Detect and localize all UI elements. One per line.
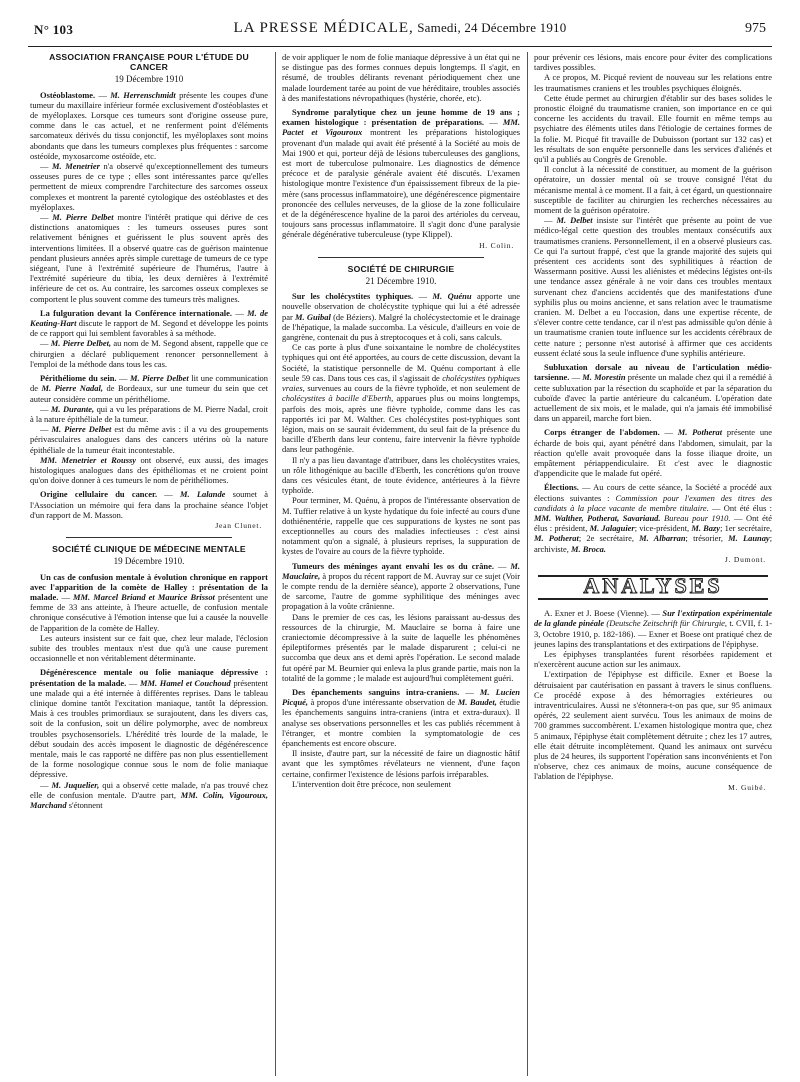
analyses-banner	[538, 572, 768, 600]
page-header	[28, 18, 772, 44]
header-rule	[28, 46, 772, 47]
paragraph-text: soumet à l'Association un mémoire qui fera dans la prochaine séance l'objet d'un rapport de M. Masson.	[30, 489, 268, 520]
author: MM. Menetrier et Roussy	[40, 454, 137, 465]
journal-name: LA PRESSE MÉDICALE,	[233, 20, 414, 36]
author: M. Guibal	[295, 311, 331, 322]
report-title: Sur les cholécystites typhiques.	[292, 291, 414, 302]
paragraph-text: montrent les préparations histologiques provenant d'un malade qui avait été présenté à la Société au mois de Mai 1900 et qui, porteur déjà de lésions tuberculeuses des ganglions, est mort de tuberculose pulmonaire. Les diagnostics de démence précoce et de paralysie générale avaient été discutés. L'examen histologique montre l'existence d'un épaississement fibreux de la pie-mère (sans processus inflammatoire), une dégénérescence pigmentaire prononcée des cellules nerveuses, de la gliose de la zone folliculaire et de la dégénérescence hyaline de la paroi des artérioles du cerveau, toujours sans processus inflammatoire. Il s'agit donc d'une paralysie générale dégénérative tuberculeuse (type Klippel).	[282, 127, 520, 240]
signature: J. Dumont.	[724, 554, 766, 564]
report-title: Dégénérescence mentale ou folie maniaque dépressive : présentation de la malade.	[30, 667, 268, 688]
report-title: Ostéoblastome.	[40, 89, 96, 100]
author: A. Exner et J. Boese	[544, 608, 615, 619]
author: M. Albarran	[639, 533, 686, 544]
paragraph-text: de Bordeaux, sur une tumeur du sein que cet auteur considère comme un périthéliome.	[30, 383, 268, 404]
report-title: Subluxation dorsale au niveau de l'articulation médio-tarsienne.	[534, 362, 772, 383]
author: M. Delbet	[556, 215, 593, 226]
paragraph-text: (de Béziers). Malgré la cholécystectomie et le drainage de l'hépatique, la malade succomba. La vésicule, d'ailleurs en voie de gangrène, contenait du pus à streptocoques et à coli, sans calculs.	[282, 311, 520, 343]
paragraph-text: présente une écharde de bois qui, ayant pénétré dans l'abdomen, simulait, par la réaction qu'elle avait provoquée dans la fosse iliaque droite, un empâtement périappendiculaire. Et c'est avec le diagnostic d'appendicite que le malade fut opéré.	[534, 427, 772, 479]
paragraph-text: ; archiviste,	[534, 533, 772, 554]
author: M. Potherat	[534, 533, 579, 544]
section-title: SOCIÉTÉ DE CHIRURGIE	[347, 263, 455, 274]
author: M. Launay	[728, 533, 770, 544]
paragraph	[282, 342, 520, 454]
italic-text: cholécystites à bacille d'Eberth,	[282, 393, 394, 404]
column-3	[534, 52, 772, 1074]
paragraph-text: survenues au cours de la fièvre typhoïde, et non seulement de	[307, 383, 520, 394]
paragraph-text: montre l'intérêt pratique qui dérive de ces distinctions anatomiques : les tumeurs osseuses pures sont relativement bénignes et guérissent le plus souvent après des interventions limitées. Il a observé quatre cas de guérison maintenue pendant plusieurs années après simple curettage de tumeurs de ce type siégeant, l'une à l'extrémité supérieure de l'humérus, l'autre à l'extrémité supérieure du tibia, les deux dernières à l'extrémité inférieure de cet os. Au contraire, les sarcomes osseux complexes se comportent le plus souvent comme des tumeurs très malignes.	[30, 212, 268, 304]
paragraph-text: présentent une malade qui a été internée à différentes reprises. Dans le tableau clinique domine tantôt l'excitation maniaque, tantôt la dépression. Mais à ces troubles primordiaux se surajoutent, dans les divers cas, soit de la confusion, soit un délire polymorphe, avec de nombreux troubles psychosensoriels. L'hérédité très lourde de la malade, le début soudain des accès imposent le diagnostic de dégénérescence mentale, mais le cas rapporté ne diffère pas non plus essentiellement de la forme nosologique connue sous le nom de folie maniaque dépressive.	[30, 677, 268, 780]
author: M. Pierre Delbet	[52, 212, 114, 223]
report-title: Origine cellulaire du cancer.	[40, 489, 158, 500]
paragraph-text: présente un malade chez qui il a remédié à cette subluxation par la résection du scaphoïde et par la séparation du cuboïde d'avec la partie antérieure du calcanéum. L'opération date actuellement de six mois, et le malade, qui n'a jamais été immobilisé dans un appareil, marche fort bien.	[534, 372, 772, 424]
paragraph-text: apporte une nouvelle observation de cholécystite typhique qui lui a été adressée par	[282, 291, 520, 322]
paragraph: Origine cellulaire du cancer. — M. Lalande soumet à l'Association un mémoire qui fera dans la prochaine séance l'objet d'un rapport de M. Masson.	[30, 489, 268, 520]
paragraph: Dans le premier de ces cas, les lésions paraissant au-dessus des ressources de la chirurgie, M. Mauclaire se borna à faire une craniectomie décompressive à la suite de laquelle les phénomènes épileptiformes présentés par le malade disparurent ; celui-ci ne succomba que deux ans et demi après l'opération. Le second malade fut opéré par M. Beurnier qui enleva la plus grande partie, mais non la totalité de la gomme ; le malade est aujourd'hui complètement guéri.	[282, 611, 520, 683]
paragraph: Cette étude permet au chirurgien d'établir sur des bases solides le pronostic éloigné du traumatisme cranien, son importance en ce qui concerne les accidents du travail. Elle fournit en même temps au psychiatre des éléments utiles dans l'étiologie de certaines formes de la folie. M. Picqué fit travaille de Dubuisson (portant sur 132 cas) et les résultats de son enquête personnelle dans les services d'aliénés et qu'il a publiés au Congrès de Grenoble.	[534, 92, 772, 165]
paragraph: Ostéoblastome. — M. Herrenschmidt présente les coupes d'une tumeur du maxillaire inférieur formée exclusivement d'ostéoblastes et de myéloplaxes. Lorsque ces tumeurs sont d'origine osseuse pure, comme dans le cas actuel, et ne renferment point d'éléments sarcomateux dérivés du tissu conjonctif, les myéloplaxes sont moins abondants que dans les tumeurs complexes plus fréquentes : sarcome ostéoïde, myxosarcome ostéoïde, etc.	[30, 89, 268, 161]
paragraph: — M. Juquelier, qui a observé cette malade, n'a pas trouvé chez elle de confusion mentale. D'autre part, MM. Colin, Vigouroux, Marchand s'étonnent	[30, 779, 268, 811]
paragraph	[30, 455, 268, 486]
paragraph-text: discute le rapport de M. Segond et développe les points de ce rapport qui lui semblent favorables à sa méthode.	[30, 318, 268, 339]
section-date: 21 Décembre 1910.	[365, 276, 437, 287]
paragraph: Les auteurs insistent sur ce fait que, chez leur malade, l'éclosion subite des troubles mentaux n'est due qu'à une cause purement occasionnelle et non véritablement déterminante.	[30, 632, 268, 664]
report-title: Des épanchements sanguins intra-craniens.	[292, 686, 460, 697]
author: MM. Marcel Briand et Maurice Brissot	[73, 591, 215, 602]
analyses-title: ANALYSES	[583, 572, 723, 598]
report-title: Un cas de confusion mentale à évolution chronique en rapport avec l'apparition de la comète de Halley : présentation de la malade.	[30, 571, 268, 602]
author: MM. Colin, Vigouroux, Marchand	[30, 789, 268, 811]
paragraph: — M. Delbet insiste sur l'intérêt que présente au point de vue médico-légal cette question des troubles mentaux consécutifs aux traumatismes craniens. Personnellement, il en a observé plusieurs cas. Ce qui l'a surtout frappé, c'est que la grande majorité des sujets qui présentent ces accidents sont des syphilitiques à réaction de Wassermann positive. Aussi les aliénistes et médecins légistes ont-ils une tendance assez générale à ne voir dans ces troubles mentaux survenant chez d'anciens accidentés que des manifestations d'une syphilis plus ou moins ancienne, et sans relation avec le traumatisme cranien. M. Delbet a eu l'occasion, dans une expertise récente, de s'élever contre cette tendance, car il n'est pas admissible qu'on dénie à un traumatisme cranien toute influence sur les accidents cérébraux de cette nature ; personne n'est autorisé à affirmer que ces accidents eussent éclaté sous la seule influence d'une syphilis antérieure.	[534, 215, 772, 358]
author: M. Juquelier,	[51, 779, 100, 790]
paragraph-text: lit une communication de	[30, 373, 268, 394]
paragraph: Corps étranger de l'abdomen. — M. Potherat présente une écharde de bois qui, ayant pénétré dans l'abdomen, simulait, par la réaction qu'elle avait provoquée dans la fosse iliaque droite, un empâtement périappendiculaire. Et c'est avec le diagnostic d'appendicite que le malade fut opéré.	[534, 427, 772, 479]
author: M. Pierre Nadal,	[41, 383, 103, 394]
paragraph-text: Au cours de cette séance, la Société a procédé aux élections suivantes :	[534, 482, 772, 503]
column-2	[282, 52, 520, 1074]
report-title: Syndrome paralytique chez un jeune homme de 19 ans ; examen histologique : présentation de préparations.	[282, 107, 520, 128]
paragraph: Il n'y a pas lieu davantage d'attribuer, dans les cholécystites vraies, un rôle lithogénique au bacille d'Eberth, les concrétions qu'on trouve dans ces vésicules étant, de toute évidence, antérieures à la fièvre typhoïde.	[282, 454, 520, 496]
paragraph: La fulguration devant la Conférence internationale. — M. de Keating-Hart discute le rapport de M. Segond et développe les points de ce rapport qui lui semblent favorables à sa méthode.	[30, 307, 268, 339]
paragraph-text: insiste sur l'intérêt que présente au point de vue médico-légal cette question des troubles mentaux consécutifs aux traumatismes craniens. Personnellement, il en a observé plusieurs cas. Ce qui l'a surtout frappé, c'est que la grande majorité des sujets qui présentent ces accidents sont des syphilitiques à réaction de Wassermann positive. Aussi les aliénistes et médecins légistes ont-ils une tendance assez générale à ne voir dans ces troubles mentaux survenant chez d'anciens accidentés que des manifestations d'une syphilis plus ou moins ancienne, et sans relation avec le traumatisme cranien. M. Delbet a eu l'occasion, dans une expertise récente, de s'élever contre cette tendance, car il n'est pas admissible qu'on dénie à un traumatisme cranien toute influence sur les accidents cérébraux de cette nature ; personne n'est autorisé à affirmer que ces accidents eussent éclaté sous la seule influence d'une syphilis antérieure.	[534, 215, 772, 358]
paragraph: — M. Pierre Delbet, au nom de M. Segond absent, rappelle que ce chirurgien a déclaré publiquement renoncer personnellement à l'emploi de la méthode dans tous les cas.	[30, 338, 268, 369]
paragraph-text: est du même avis : il a vu des groupements périvasculaires analogues dans des cancers utérins où la nature épithéliale de la tumeur était incontestable.	[30, 424, 268, 455]
column-1	[30, 52, 268, 1074]
paragraph: Pour terminer, M. Quénu, à propos de l'intéressante observation de M. Tuffier relative à un kyste hydatique du foie infecté au cours d'une dothiénentérie, rappelle que ces suppurations de kystes ne sont pas exceptionnelles au cours des maladies infectieuses : c'est ainsi notamment qu'on a signalé, à plusieurs reprises, la suppuration de kystes de l'ovaire au cours de la fièvre typhoïde.	[282, 495, 520, 557]
column-divider	[275, 52, 276, 1076]
paragraph-text: ; trésorier,	[685, 533, 723, 544]
paragraph: Un cas de confusion mentale à évolution chronique en rapport avec l'apparition de la comète de Halley : présentation de la malade. — MM. Marcel Briand et Maurice Brissot présentent une femme de 33 ans atteinte, à l'heure actuelle, de confusion mentale chronique consécutive à l'émotion intense que lui a causée la nouvelle de l'apparition de la comète de Halley.	[30, 571, 268, 633]
section-title: ASSOCIATION FRANÇAISE POUR L'ÉTUDE DU CANCER	[49, 52, 249, 73]
author: M. Mauclaire,	[282, 560, 520, 581]
paragraph-text: Ont été élus :	[723, 502, 772, 513]
report-title: La fulguration devant la Conférence internationale.	[40, 307, 233, 318]
report-title: Élections.	[544, 482, 579, 493]
signature: Jean Clunet.	[215, 520, 262, 530]
article-title: Sur l'extirpation expérimentale de la glande pinéale	[534, 608, 772, 629]
paragraph: Les épiphyses transplantées furent résorbées rapidement et n'exercèrent aucune action sur les animaux.	[534, 648, 772, 670]
paragraph: A ce propos, M. Picqué revient de nouveau sur les relations entre les traumatismes craniens et les troubles psychiques éloignés.	[534, 72, 772, 93]
author: M. Baudet,	[457, 697, 497, 708]
paragraph-text: ; 2e secrétaire,	[578, 533, 634, 544]
paragraph: L'intervention doit être précoce, non seulement	[292, 778, 451, 789]
paragraph: — M. Durante, qui a vu les préparations de M. Pierre Nadal, croit à la nature épithéliale de la tumeur.	[30, 403, 268, 424]
author: MM. Walther, Potherat, Savariaud.	[534, 512, 661, 523]
paragraph: Des épanchements sanguins intra-craniens. — M. Lucien Picqué, à propos d'une intéressante observation de M. Baudet, étudie les épanchements sanguins intra-craniens (intra et extra-duraux). Il analyse ses observations personnelles et les cas publiés récemment à l'étranger, et montre combien la symptomatologie de ces épanchements est encore obscure.	[282, 686, 520, 748]
author: M. Bazy	[691, 523, 721, 534]
paragraph-text: étudie les épanchements sanguins intra-craniens (intra et extra-duraux). Il analyse ses observations personnelles et les cas publiés récemment à l'étranger, et montre combien la symptomatologie de ces épanchements est encore obscure.	[282, 697, 520, 748]
paragraph: A. Exner et J. Boese (Vienne). — Sur l'extirpation expérimentale de la glande pinéale (Deutsche Zeitschrift für Chirurgie, t. CVII, f. 1-3, Octobre 1910, p. 182-186). — Exner et Boese ont pratiqué chez de jeunes lapins des transplantations et des extirpations de l'épiphyse.	[534, 608, 772, 649]
journal-reference: (Deutsche Zeitschrift für Chirurgie,	[606, 618, 728, 629]
report-title: Périthéliome du sein.	[40, 373, 117, 384]
paragraph: pour prévenir ces lésions, mais encore pour éviter des complications tardives possibles.	[534, 52, 772, 73]
paragraph: Syndrome paralytique chez un jeune homme de 19 ans ; examen histologique : présentation de préparations. — MM. Pactet et Vigouroux montrent les préparations histologiques provenant d'un malade qui avait été présenté à la Société au mois de Mai 1900 et qui, porteur déjà de lésions tuberculeuses des ganglions, est mort de tuberculose pulmonaire. Les diagnostics de démence précoce et de paralysie générale avaient été discutés. L'examen histologique montre l'existence d'un épaississement fibreux de la pie-mère (sans processus inflammatoire), une dégénérescence pigmentaire prononcée des cellules nerveuses, de la gliose de la zone folliculaire et de la dégénérescence hyaline de la paroi des artérioles du cerveau, toujours sans processus inflammatoire. Il s'agit donc d'une paralysie générale dégénérative tuberculeuse (type Klippel).	[282, 107, 520, 240]
section-separator	[318, 257, 485, 258]
author: M. Lalande	[179, 489, 226, 500]
signature: H. Colin.	[479, 240, 514, 250]
italic-text: Bureau pour 1910.	[664, 512, 731, 523]
paragraph-text: au nom de M. Segond absent, rappelle que ce chirurgien a déclaré publiquement renoncer personnellement à l'emploi de la méthode dans tous les cas.	[30, 338, 268, 369]
journal-title	[28, 20, 772, 37]
author: M. Jalaguier	[589, 523, 635, 534]
paragraph: Sur les cholécystites typhiques. — M. Quénu apporte une nouvelle observation de cholécystite typhique qui lui a été adressée par M. Guibal (de Béziers). Malgré la cholécystectomie et le drainage de l'hépatique, la malade succomba. La vésicule, d'ailleurs en voie de gangrène, contenait du pus à streptocoques et à coli, sans calculs.	[282, 291, 520, 343]
section-separator	[66, 537, 233, 538]
signature: M. Guibé.	[728, 782, 766, 792]
author: M. Pierre Delbet	[51, 424, 112, 435]
paragraph: Il conclut à la nécessité de constituer, au moment de la guérison opératoire, un dossier mental où se trouve consigné l'état du mécanisme mental à ce moment. Il a fait, à cet égard, un questionnaire susceptible de faciliter au chirurgien les recherches nécessaires au moment de la guérison opératoire.	[534, 164, 772, 216]
column-divider	[527, 52, 528, 1076]
italic-text: cholécystites typhiques vraies,	[282, 372, 520, 394]
italic-text: Commission pour l'examen des titres des candidats à la place vacante de membre titulaire.	[534, 492, 772, 513]
paragraph-text: ; vice-président,	[634, 523, 690, 534]
paragraph-text: ont observé, eux aussi, des images histologiques analogues dans des épithéliomas et ne croient point qu'on doive donner à ces tumeurs le nom de périthéliomes.	[30, 454, 268, 486]
section-title: SOCIÉTÉ CLINIQUE DE MÉDECINE MENTALE	[52, 544, 246, 555]
page-number: 975	[745, 21, 766, 36]
paragraph-text: à propos d'une intéressante observation de	[310, 697, 456, 708]
author: M. Broca.	[571, 543, 606, 554]
author: M. de Keating-Hart	[30, 307, 268, 329]
issue-date: Samedi, 24 Décembre 1910	[413, 20, 567, 35]
paragraph-text: Ce cas porte à plus d'une soixantaine le nombre de cholécystites typhiques qui ont été apportées, au cours de cette discussion, devant la Société, la statistique personnelle de M. Quénu comportant à elle seule 59 cas. Dans tous ces cas, il s'agissait de	[282, 342, 520, 383]
section-date: 19 Décembre 1910.	[113, 556, 185, 567]
paragraph: — M. Pierre Delbet montre l'intérêt pratique qui dérive de ces distinctions anatomiques : les tumeurs osseuses pures sont relativement bénignes et guérissent le plus souvent après des interventions limitées. Il a observé quatre cas de guérison maintenue pendant plusieurs années après simple curettage de tumeurs de ce type siégeant, l'une à l'extrémité supérieure de l'humérus, l'autre à l'extrémité supérieure du tibia, les deux dernières à l'extrémité inférieure de cet os. Au contraire, les sarcomes osseux complexes se comportent le plus souvent comme des tumeurs très malignes.	[30, 212, 268, 304]
author: M. Herrenschmidt	[110, 89, 176, 100]
paragraph-text: présente les coupes d'une tumeur du maxillaire inférieur formée exclusivement d'ostéoblastes et de myéloplaxes. Lorsque ces tumeurs sont d'origine osseuse pure, comme dans le cas actuel, et ne renferment point d'éléments sarcomateux dérivés du tissu conjonctif, les myéloplaxes sont moins abondants que dans les tumeurs complexes plus fréquentes : sarcome ostéoïde, myxosarcome ostéoïde, etc.	[30, 89, 268, 161]
report-title: Corps étranger de l'abdomen.	[544, 427, 660, 438]
paragraph: Subluxation dorsale au niveau de l'articulation médio-tarsienne. — M. Morestin présente un malade chez qui il a remédié à cette subluxation par la résection du scaphoïde et par la séparation du cuboïde d'avec la partie antérieure du calcanéum. L'opération date actuellement de six mois, et le malade, qui n'a jamais été immobilisé dans un appareil, marche fort bien.	[534, 362, 772, 424]
paragraph-text: — Exner et Boese ont pratiqué chez de jeunes lapins des transplantations et des extirpations de l'épiphyse.	[534, 628, 772, 649]
report-title: Tumeurs des méninges ayant envahi les os du crâne.	[292, 560, 494, 571]
paragraph: Il insiste, d'autre part, sur la nécessité de faire un diagnostic hâtif avant que les symptômes révélateurs ne viennent, d'une façon certaine, confirmer l'existence de lésions parfois irréparables.	[282, 748, 520, 779]
paragraph-text: (Vienne).	[617, 608, 649, 619]
author: M. Menetrier	[52, 161, 100, 172]
author: M. Pierre Delbet	[130, 373, 189, 384]
issue-number: N° 103	[34, 22, 74, 37]
paragraph-text: ; 1er secrétaire,	[720, 523, 772, 534]
paragraph-text: s'étonnent	[68, 800, 103, 811]
paragraph-text: t. CVII, f. 1-3, Octobre 1910, p. 182-186).	[534, 618, 772, 639]
author: M. Morestin	[582, 372, 626, 383]
paragraph: Tumeurs des méninges ayant envahi les os du crâne. — M. Mauclaire, à propos du récent rapport de M. Auvray sur ce sujet (Voir le compte rendu de la dernière séance), apporte 2 observations, l'une de sarcome, l'autre de gomme syphilitique des méninges avec propagation à la voûte crânienne.	[282, 560, 520, 612]
author: M. Potherat	[677, 427, 723, 438]
paragraph: L'extirpation de l'épiphyse est difficile. Exner et Boese la détruisaient par cautérisation en passant à travers le sinus confluens. Ce procédé expose à des hémorragies extérieures ou intraventriculaires. Aussi ne s'étonnera-t-on pas que, sur 95 animaux opérés, 22 seulement aient survécu. Tous les animaux de moins de 700 grammes succombèrent. L'examen histologique montra que, chez 5 animaux, l'épiphyse était complètement détruite ; chez les 17 autres, elle était détruite incomplètement. Quand les animaux ont survécu plus de 24 heures, ils supportent l'opération sans inconvénients et l'on n'observe, chez ces animaux de moins, aucune conséquence de l'ablation de l'épiphyse.	[534, 669, 772, 782]
author: M. Pierre Delbet,	[50, 338, 112, 349]
paragraph-text: n'a observé qu'exceptionnellement des tumeurs osseuses pures de ce type ; elles sont intéressantes parce qu'elles permettent de mieux comprendre l'architecture des sarcomes osseux complexes et montrent la parenté cytologique des ostéoblastes et des myéloplaxes.	[30, 161, 268, 212]
paragraph-text: qui a vu les préparations de M. Pierre Nadal, croit à la nature épithéliale de la tumeur.	[30, 403, 268, 424]
paragraph-text: qui a observé cette malade, n'a pas trouvé chez elle de confusion mentale. D'autre part,	[30, 779, 268, 800]
paragraph: Élections. — Au cours de cette séance, la Société a procédé aux élections suivantes : Commission pour l'examen des titres des candidats à la place vacante de membre titulaire. — Ont été élus : MM. Walther, Potherat, Savariaud. Bureau pour 1910. — Ont été élus : président, M. Jalaguier; vice-président, M. Bazy; 1er secrétaire, M. Potherat; 2e secrétaire, M. Albarran; trésorier, M. Launay; archiviste, M. Broca.	[534, 482, 772, 554]
paragraph-text: présentent une femme de 33 ans atteinte, à l'heure actuelle, de confusion mentale chronique consécutive à l'émotion intense que lui a causée la nouvelle de l'apparition de la comète de Halley.	[30, 591, 268, 633]
paragraph: Périthéliome du sein. — M. Pierre Delbet lit une communication de M. Pierre Nadal, de Bordeaux, sur une tumeur du sein que cet auteur considère comme un périthéliome.	[30, 373, 268, 404]
paragraph-text: apparues plus ou moins longtemps, parfois des mois, après une fièvre typhoïde, comme dans les cas rapportés ici par M. Walther. Ces cholécystites post-typhiques sont légion, mais on se saurait évidemment, du seul fait de la présence du bacille d'Eberth dans leur contenu, faire intervenir la fièvre typhoïde dans leur pathogénie.	[282, 393, 520, 455]
paragraph: Dégénérescence mentale ou folie maniaque dépressive : présentation de la malade. — MM. Hamel et Couchoud présentent une malade qui a été internée à différentes reprises. Dans le tableau clinique domine tantôt l'excitation maniaque, tantôt la dépression. Mais à ces troubles primordiaux se surajoutent, dans les divers cas, soit de la confusion, soit un délire polymorphe, avec de nombreux troubles psychosensoriels. L'hérédité très lourde de la malade, le début soudain des accès imposent le diagnostic de dégénérescence mentale, mais le cas rapporté ne diffère pas non plus essentiellement de la forme nosologique connue sous le nom de folie maniaque dépressive.	[30, 667, 268, 780]
paragraph-text: à propos du récent rapport de M. Auvray sur ce sujet (Voir le compte rendu de la dernière séance), apporte 2 observations, l'une de sarcome, l'autre de gomme syphilitique des méninges avec propagation à la voûte crânienne.	[282, 570, 520, 612]
author: MM. Pactet et Vigouroux	[282, 117, 520, 138]
paragraph: — M. Pierre Delbet est du même avis : il a vu des groupements périvasculaires analogues dans des cancers utérins où la nature épithéliale de la tumeur était incontestable.	[30, 424, 268, 455]
paragraph: — M. Menetrier n'a observé qu'exceptionnellement des tumeurs osseuses pures de ce type ; elles sont intéressantes parce qu'elles permettent de mieux comprendre l'architecture des sarcomes osseux complexes et montrent la parenté cytologique des ostéoblastes et des myéloplaxes.	[30, 161, 268, 212]
author: MM. Hamel et Couchoud	[140, 677, 231, 688]
author: M. Durante,	[50, 403, 95, 414]
author: M. Lucien Picqué,	[282, 686, 520, 708]
paragraph-text: Ont été élus : président,	[534, 512, 772, 534]
author: M. Quénu	[432, 291, 472, 302]
paragraph: de voir appliquer le nom de folie maniaque dépressive à un état qui ne se distingue pas des formes connues depuis longtemps. Il s'agit, en résumé, de troubles délirants revenant périodiquement chez une malade lourdement tarée au point de vue héréditaire, troubles associés à des manifestations névropathiques (hystérie, chorée, etc).	[282, 52, 520, 103]
section-date: 19 Décembre 1910	[114, 74, 184, 85]
